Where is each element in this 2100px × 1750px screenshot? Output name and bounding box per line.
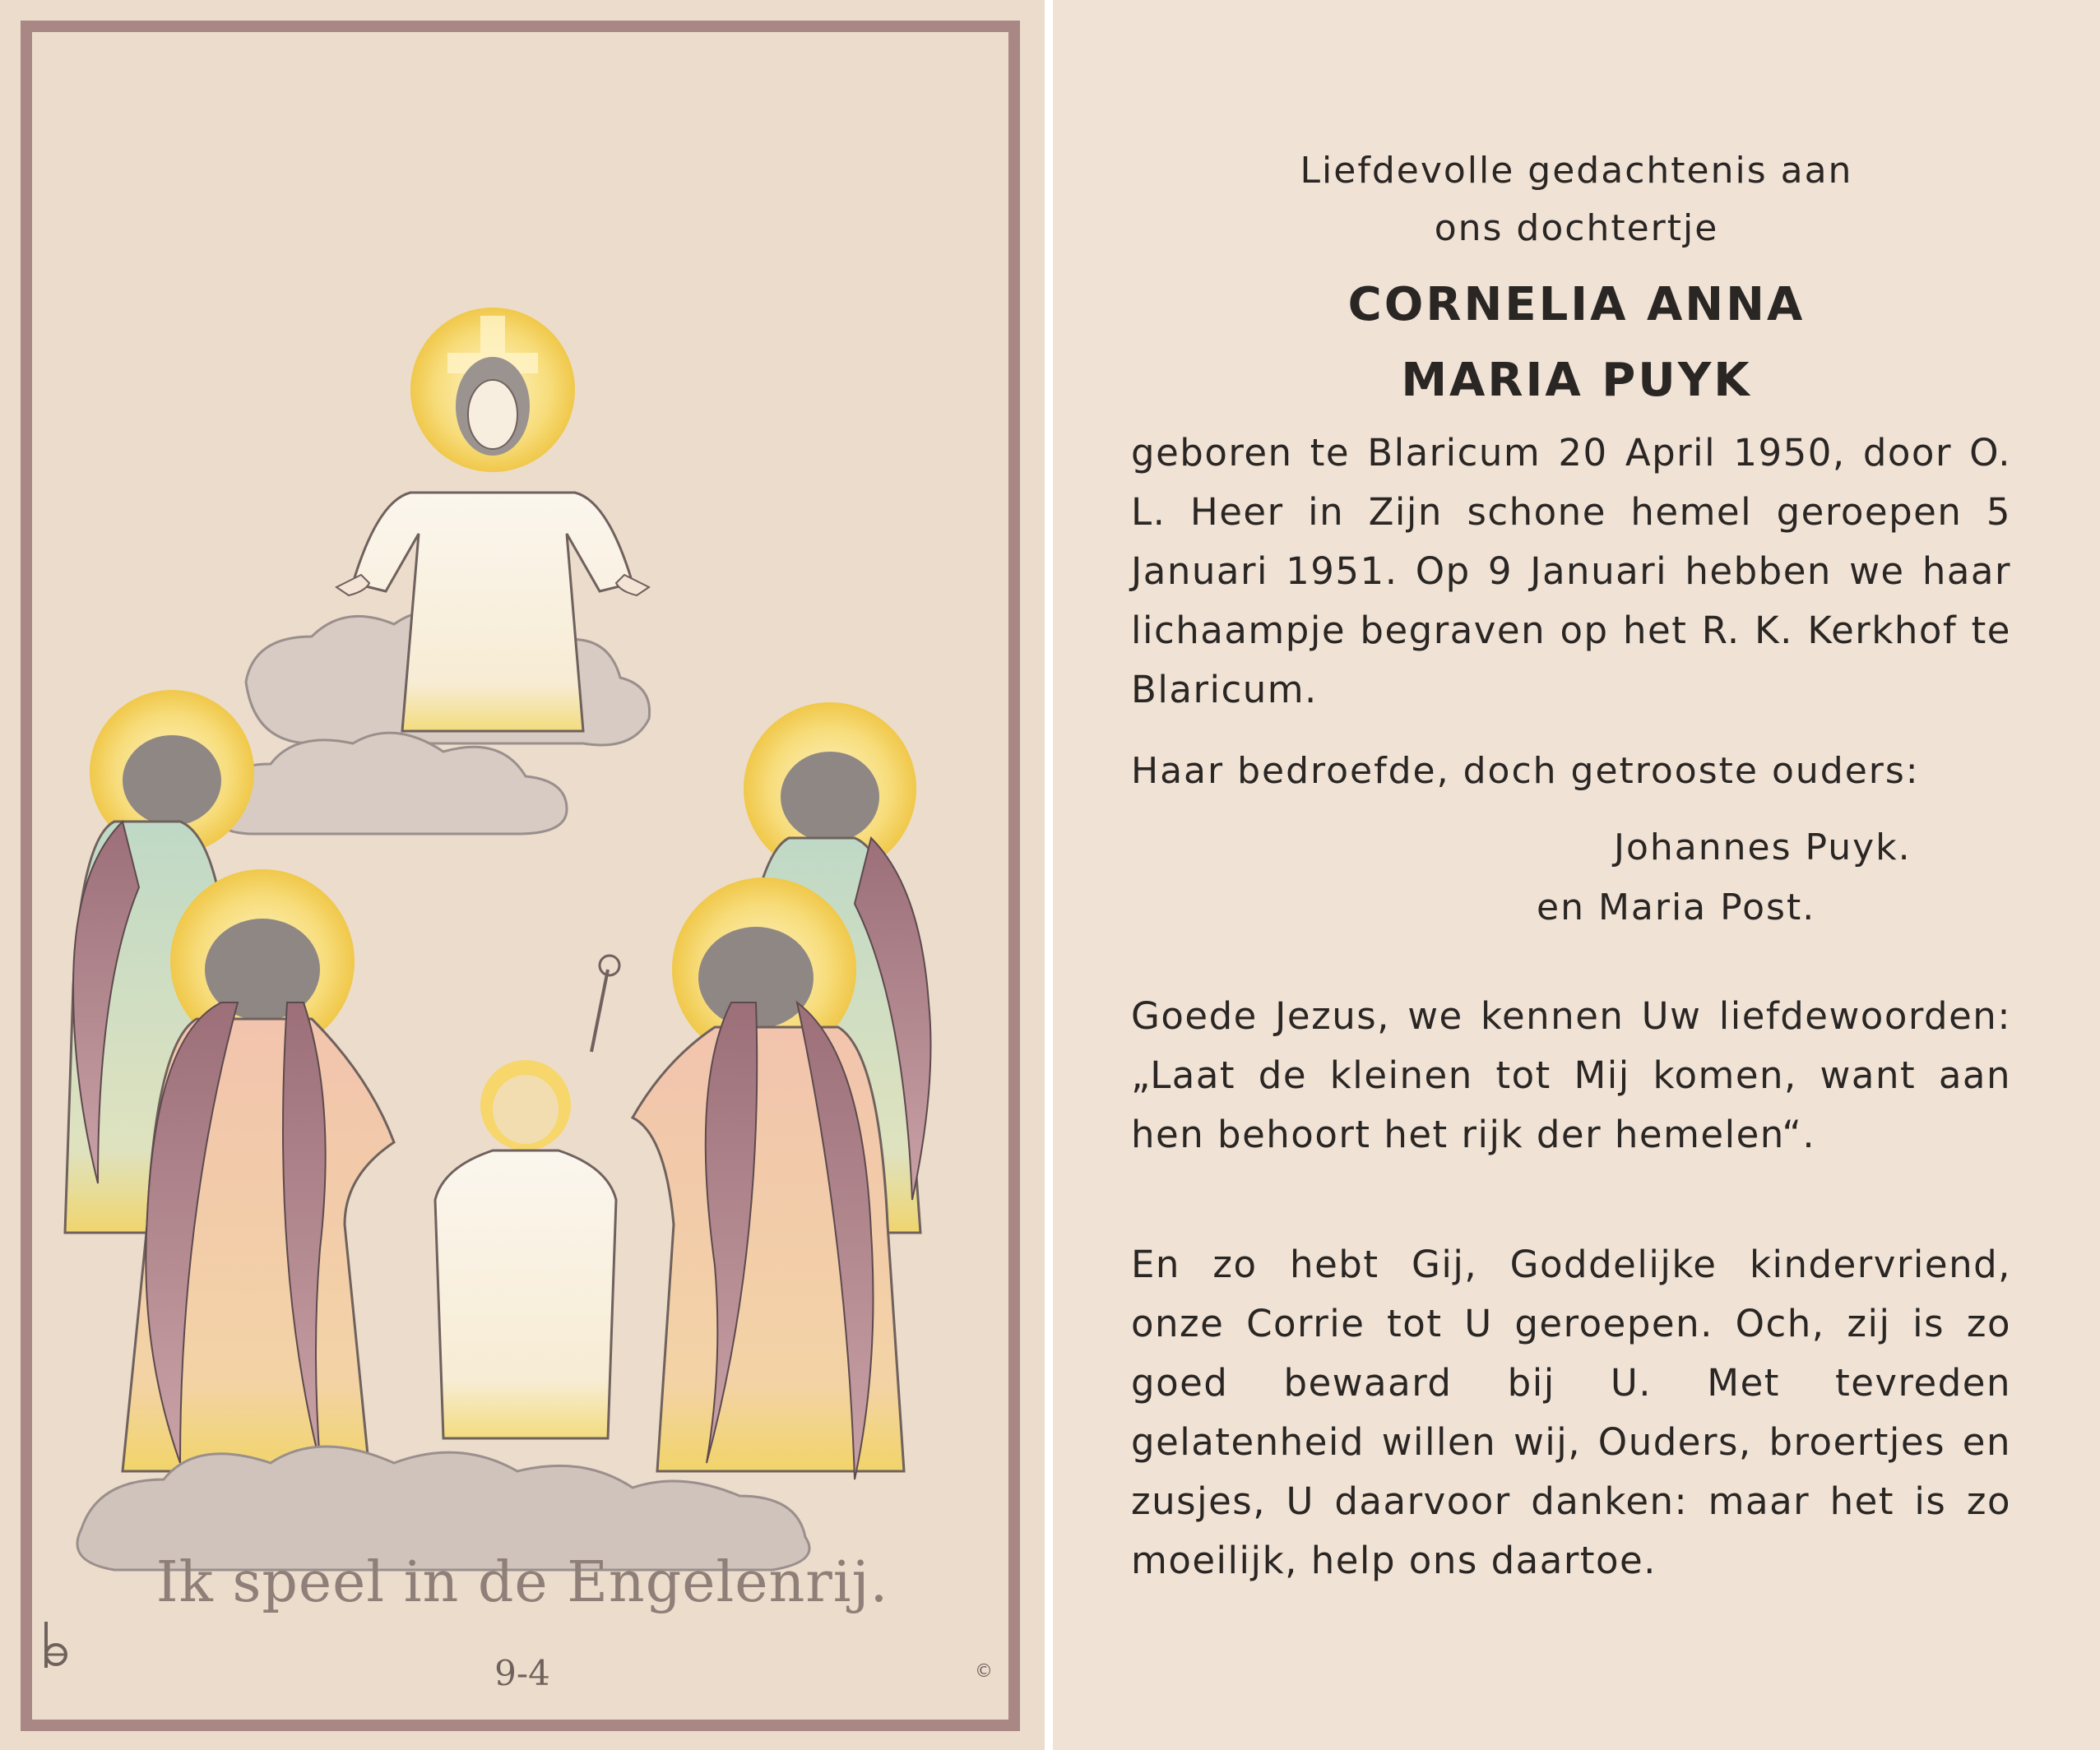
parent-mother: en Maria Post.: [1537, 887, 1816, 928]
angels-illustration: [32, 32, 1008, 1720]
card-number: 9-4: [494, 1653, 550, 1693]
intro-line-2: ons dochtertje: [1434, 207, 1719, 249]
front-caption: Ik speel in de Engelenrij.: [155, 1550, 889, 1615]
artist-monogram: [39, 1620, 69, 1680]
deceased-name-line-2: MARIA PUYK: [1401, 354, 1752, 407]
child-figure: [435, 956, 619, 1438]
prayer-paragraph-2: En zo hebt Gij, Goddelijke kindervriend, onze Corrie tot U geroepen. Och, zij is zo goed bewaard bij U. Met tevreden gelatenheid willen wij, Ouders, broertjes en zusjes, U daarvoor danken: maar het is zo moeilijk, help ons daartoe.: [1131, 1243, 2011, 1582]
copyright-mark: ©: [975, 1661, 993, 1682]
parent-father: Johannes Puyk.: [1614, 826, 1912, 868]
card-gap: [1045, 0, 1053, 1750]
intro-line-1: Liefdevolle gedachtenis aan: [1300, 150, 1853, 192]
deceased-name-line-1: CORNELIA ANNA: [1347, 278, 1806, 331]
prayer-paragraph-1: Goede Jezus, we kennen Uw liefdewoorden: „Laat de kleinen tot Mij komen, want aan hen behoort het rijk der hemelen“.: [1131, 994, 2011, 1156]
parents-intro: Haar bedroefde, doch getrooste ouders:: [1131, 750, 1920, 792]
biography-paragraph: geboren te Blaricum 20 April 1950, door O. L. Heer in Zijn schone hemel geroepen 5 Januari 1951. Op 9 Januari hebben we haar lichaampje begraven op het R. K. Kerkhof te Blaricum.: [1131, 431, 2011, 711]
monogram-icon: [39, 1620, 69, 1669]
